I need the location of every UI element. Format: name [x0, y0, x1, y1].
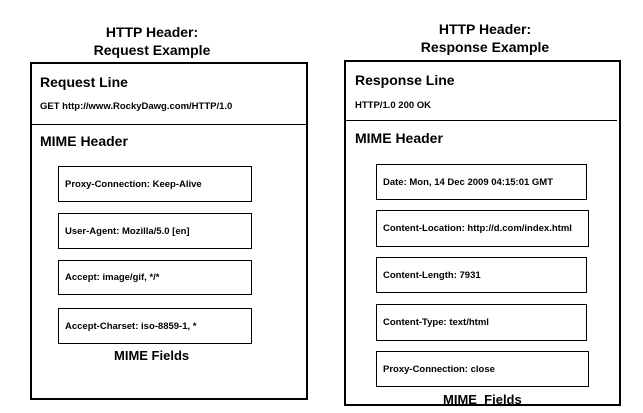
- response-title-line1: HTTP Header:: [438, 21, 532, 37]
- request-mime-field: Proxy-Connection: Keep-Alive: [58, 166, 252, 202]
- response-title: [395, 20, 575, 56]
- request-line-heading: Request Line: [40, 74, 128, 90]
- response-mime-field: Content-Type: text/html: [376, 304, 587, 341]
- request-mime-field: User-Agent: Mozilla/5.0 [en]: [58, 213, 252, 249]
- response-mime-heading: MIME Header: [355, 130, 443, 146]
- response-line-heading: Response Line: [355, 72, 455, 88]
- response-title-line2: Response Example: [420, 39, 550, 55]
- request-title-line2: Request Example: [93, 42, 211, 58]
- request-header-panel: [30, 62, 308, 400]
- request-divider: [30, 124, 308, 125]
- request-title-line1: HTTP Header:: [105, 24, 199, 40]
- request-mime-heading: MIME Header: [40, 133, 128, 149]
- response-mime-field: Proxy-Connection: close: [376, 351, 589, 387]
- request-fields-caption: MIME Fields: [114, 348, 190, 363]
- response-line-value: HTTP/1.0 200 OK: [355, 100, 432, 111]
- response-mime-field: Content-Location: http://d.com/index.html: [376, 210, 589, 247]
- response-mime-field: Date: Mon, 14 Dec 2009 04:15:01 GMT: [376, 164, 587, 200]
- response-fields-caption: MIME Fields: [443, 392, 522, 407]
- response-mime-field: Content-Length: 7931: [376, 257, 587, 293]
- request-mime-field: Accept: image/gif, */*: [58, 260, 252, 295]
- request-mime-field: Accept-Charset: iso-8859-1, *: [58, 308, 252, 344]
- request-line-value: GET http://www.RockyDawg.com/HTTP/1.0: [40, 101, 233, 112]
- response-header-panel: [344, 60, 621, 406]
- request-title: [62, 23, 242, 59]
- response-divider: [344, 120, 617, 121]
